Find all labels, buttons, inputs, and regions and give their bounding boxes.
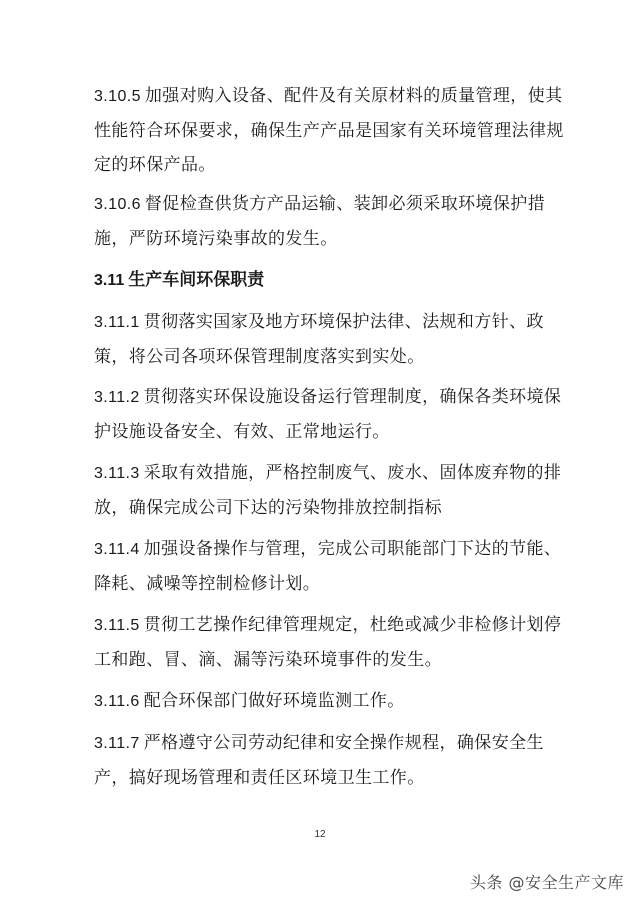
clause-number: 3.11.6 <box>94 693 140 710</box>
paragraph-3-11-5 <box>94 608 564 677</box>
paragraph-3-10-5 <box>94 79 564 182</box>
section-number: 3.11 <box>94 272 125 289</box>
clause-text: 加强对购入设备、配件及有关原材料的质量管理，使其性能符合环保要求，确保生产产品是国家有关环境管理法律规定的环保产品。 <box>94 86 564 175</box>
clause-text: 严格遵守公司劳动纪律和安全操作规程，确保安全生产，搞好现场管理和责任区环境卫生工作。 <box>94 733 544 788</box>
paragraph-3-11-7 <box>94 726 564 795</box>
clause-number: 3.11.4 <box>94 541 140 558</box>
paragraph-3-11-6 <box>94 684 564 719</box>
clause-number: 3.10.6 <box>94 196 141 213</box>
paragraph-3-11-1 <box>94 305 564 374</box>
clause-number: 3.11.1 <box>94 314 140 331</box>
page-number: 12 <box>314 829 326 840</box>
paragraph-3-11-4 <box>94 532 564 601</box>
clause-number: 3.11.2 <box>94 389 140 406</box>
clause-text: 贯彻工艺操作纪律管理规定，杜绝或减少非检修计划停工和跑、冒、滴、漏等污染环境事件的发生。 <box>94 615 562 670</box>
paragraph-3-10-6 <box>94 187 564 256</box>
section-heading <box>94 263 564 298</box>
clause-text: 督促检查供货方产品运输、装卸必须采取环境保护措施，严防环境污染事故的发生。 <box>94 194 546 249</box>
clause-number: 3.11.5 <box>94 617 140 634</box>
clause-text: 贯彻落实环保设施设备运行管理制度，确保各类环境保护设施设备安全、有效、正常地运行。 <box>94 387 562 442</box>
clause-number: 3.11.7 <box>94 735 140 752</box>
paragraph-3-11-3 <box>94 456 564 525</box>
clause-text: 贯彻落实国家及地方环境保护法律、法规和方针、政策，将公司各项环保管理制度落实到实处。 <box>94 312 544 367</box>
watermark: 头条 @安全生产文库 <box>469 873 624 892</box>
clause-text: 采取有效措施，严格控制废气、废水、固体废弃物的排放，确保完成公司下达的污染物排放控制指标 <box>94 463 562 518</box>
clause-number: 3.10.5 <box>94 88 141 105</box>
clause-number: 3.11.3 <box>94 465 140 482</box>
paragraph-3-11-2 <box>94 380 564 449</box>
clause-text: 加强设备操作与管理，完成公司职能部门下达的节能、降耗、减噪等控制检修计划。 <box>94 539 562 594</box>
clause-text: 配合环保部门做好环境监测工作。 <box>143 691 405 711</box>
section-title: 生产车间环保职责 <box>128 270 265 290</box>
